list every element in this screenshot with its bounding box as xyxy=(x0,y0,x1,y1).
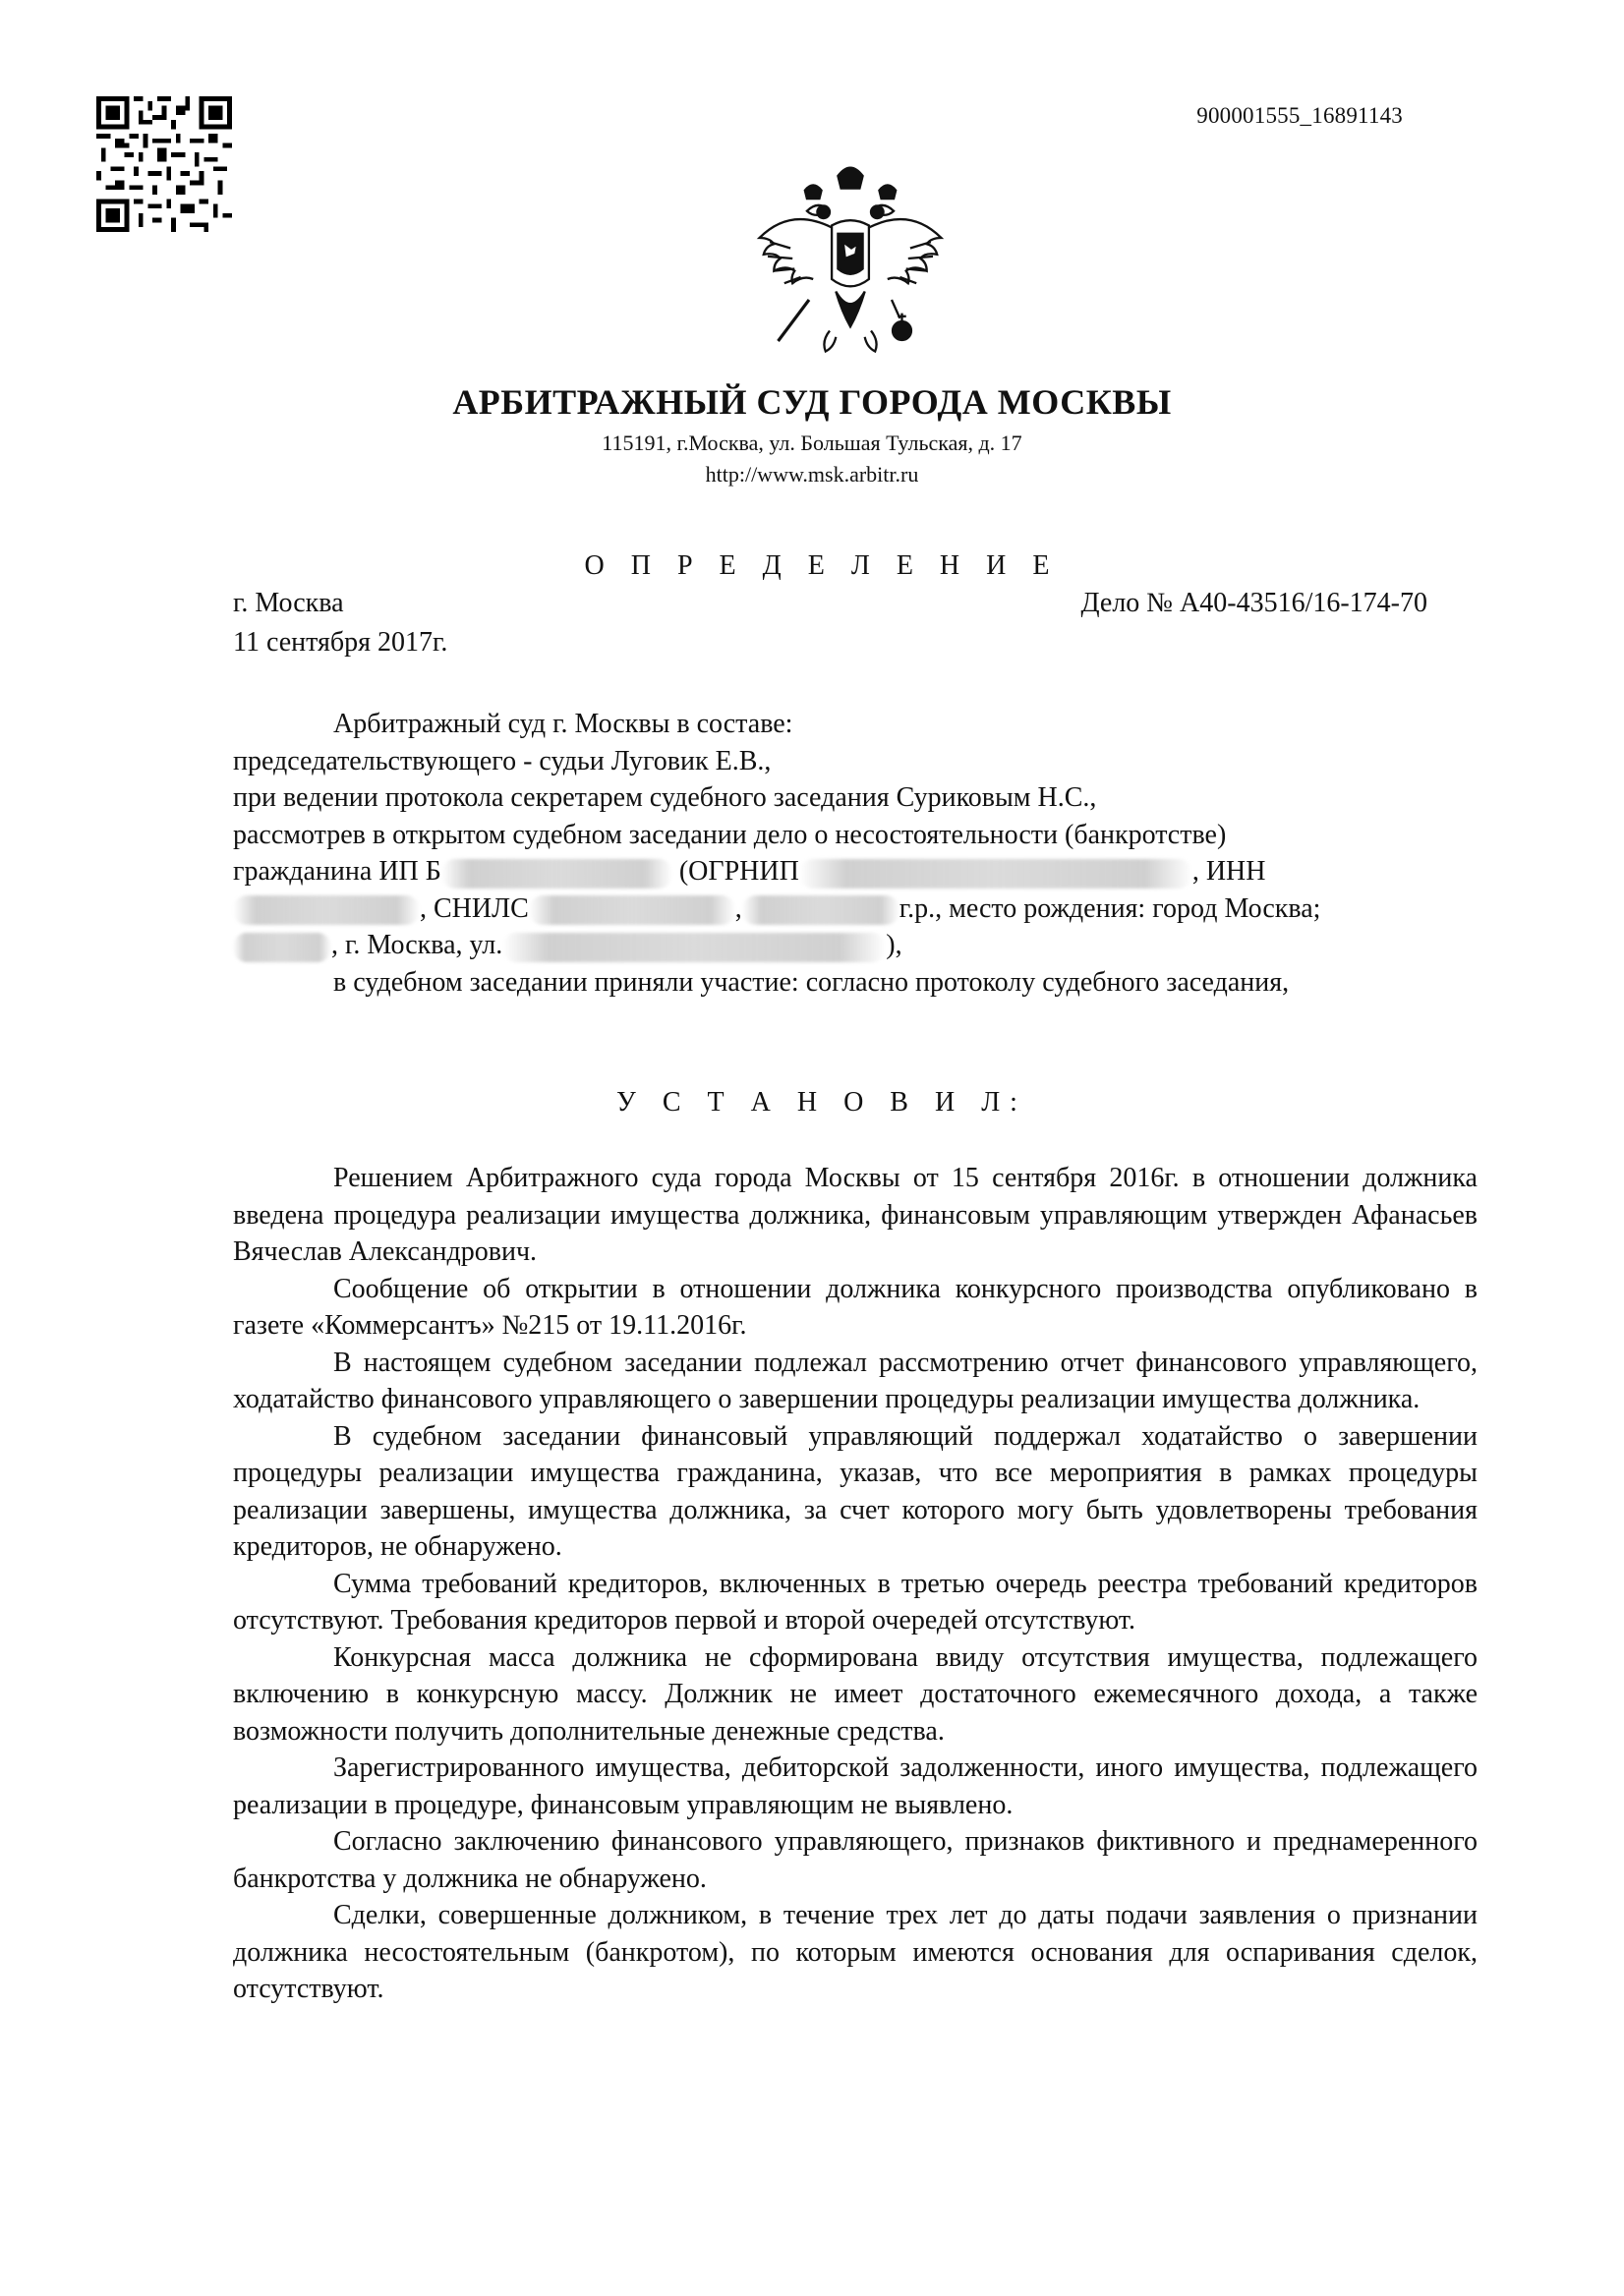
intro-line-judge: председательствующего - судьи Луговик Е.В., xyxy=(233,745,772,776)
document-city: г. Москва xyxy=(233,588,344,618)
ogrnip-label: (ОГРНИП xyxy=(678,856,799,887)
paragraph: В судебном заседании финансовый управляющий поддержал ходатайство о завершении процедуры реализации имущества гражданина, указав, что все мероприятия в рамках процедуры реализации завершены, имущества должника, за счет которого могу быть удовлетворены требования кредиторов, не обнаружено. xyxy=(233,1420,1478,1562)
qr-code-icon xyxy=(96,96,232,232)
address-prefix: , г. Москва, ул. xyxy=(331,930,503,960)
section-title: У С Т А Н О В И Л: xyxy=(616,1087,1027,1118)
birthplace-text: г.р., место рождения: город Москва; xyxy=(899,892,1321,924)
intro-line-case: рассмотрев в открытом судебном заседании дело о несостоятельности (банкротстве) xyxy=(233,819,1227,850)
redacted-inn xyxy=(233,895,420,925)
paragraph: Сделки, совершенные должником, в течение трех лет до даты подачи заявления о признании должника несостоятельным (банкротом), по которым имеются основания для оспаривания сделок, отсутствуют. xyxy=(233,1900,1478,2004)
redacted-street xyxy=(502,933,886,962)
intro-line-secretary: при ведении протокола секретарем судебного заседания Суриковым Н.С., xyxy=(233,782,1097,813)
redacted-ogrnip xyxy=(799,859,1192,889)
paragraph: Сумма требований кредиторов, включенных в третью очередь реестра требований кредиторов отсутствуют. Требования кредиторов первой и второй очередей отсутствуют. xyxy=(233,1568,1478,1636)
redacted-snils xyxy=(529,895,735,925)
document-date: 11 сентября 2017г. xyxy=(233,627,448,658)
redacted-postcode xyxy=(233,933,331,962)
snils-label: , СНИЛС xyxy=(420,892,529,924)
court-name: АРБИТРАЖНЫЙ СУД ГОРОДА МОСКВЫ xyxy=(452,382,1172,422)
intro-line-debtor xyxy=(233,853,1478,890)
case-number: Дело № А40-43516/16-174-70 xyxy=(1080,588,1427,618)
snils-sep: , xyxy=(734,892,742,924)
intro-line-snils xyxy=(233,890,1478,928)
intro-line-participants: в судебном заседании приняли участие: согласно протоколу судебного заседания, xyxy=(333,966,1290,998)
document-id: 900001555_16891143 xyxy=(1196,103,1403,128)
document-title: О П Р Е Д Е Л Е Н И Е xyxy=(584,550,1060,581)
intro-block xyxy=(233,706,1478,1001)
main-text xyxy=(233,1160,1478,2008)
intro-line-address xyxy=(233,927,1478,964)
inn-label: , ИНН xyxy=(1191,856,1266,887)
paragraph: В настоящем судебном заседании подлежал рассмотрению отчет финансового управляющего, ходатайство финансового управляющего о завершении процедуры реализации имущества должника. xyxy=(233,1347,1478,1414)
paragraph: Сообщение об открытии в отношении должника конкурсного производства опубликовано в газете «Коммерсантъ» №215 от 19.11.2016г. xyxy=(233,1273,1478,1341)
court-url[interactable]: http://www.msk.arbitr.ru xyxy=(705,462,919,487)
paragraph: Решением Арбитражного суда города Москвы от 15 сентября 2016г. в отношении должника введена процедура реализации имущества должника, финансовым управляющим утвержден Афанасьев Вячеслав Александрович. xyxy=(233,1163,1478,1267)
paragraph: Согласно заключению финансового управляющего, признаков фиктивного и преднамеренного банкротства у должника не обнаружено. xyxy=(233,1826,1478,1894)
paragraph: Зарегистрированного имущества, дебиторской задолженности, иного имущества, подлежащего реализации в процедуре, финансовым управляющим не выявлено. xyxy=(233,1752,1478,1820)
redacted-name xyxy=(441,859,672,889)
intro-line-composition: Арбитражный суд г. Москвы в составе: xyxy=(333,709,793,739)
court-address: 115191, г.Москва, ул. Большая Тульская, д. 17 xyxy=(602,430,1022,455)
paragraph: Конкурсная масса должника не сформирована ввиду отсутствия имущества, подлежащего включению в конкурсную массу. Должник не имеет достаточного ежемесячного дохода, а также возможности получить дополнительные денежные средства. xyxy=(233,1641,1478,1747)
russian-coat-of-arms-icon xyxy=(747,155,954,362)
debtor-prefix: гражданина ИП Б xyxy=(233,856,441,887)
redacted-birthdate xyxy=(742,895,899,925)
address-suffix: ), xyxy=(886,930,902,960)
